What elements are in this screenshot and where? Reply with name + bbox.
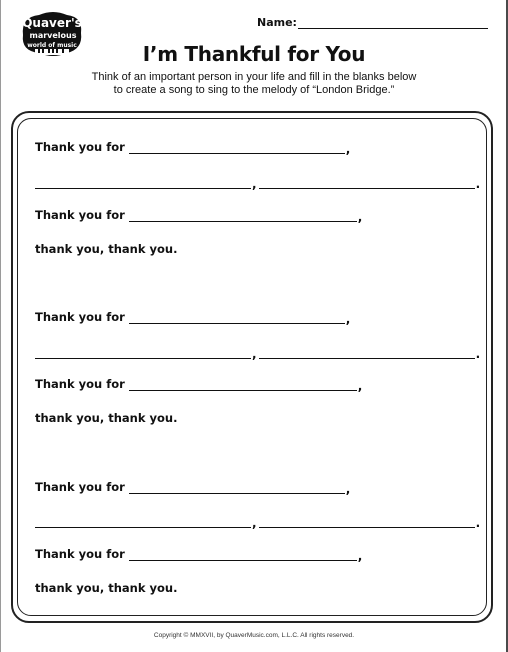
thank-you-label: Thank you for xyxy=(35,310,125,324)
name-blank[interactable] xyxy=(298,18,488,29)
page-edge-left xyxy=(0,0,1,652)
verse-1-line-4: thank you, thank you. xyxy=(35,242,178,256)
comma: , xyxy=(252,177,257,191)
verse-2-line-3 xyxy=(35,377,362,391)
copyright-notice: Copyright © MMXVII, by QuaverMusic.com, L.L.C. All rights reserved. xyxy=(153,632,355,639)
thank-you-label: Thank you for xyxy=(35,377,125,391)
thank-you-label: Thank you for xyxy=(35,547,125,561)
comma: , xyxy=(357,210,363,224)
verse-1-blank-3[interactable] xyxy=(259,177,475,189)
verse-3-blank-2[interactable] xyxy=(35,516,251,528)
name-label: Name: xyxy=(257,16,297,29)
comma: , xyxy=(357,549,363,563)
thank-you-label: Thank you for xyxy=(35,208,125,222)
logo-text-3: world of music xyxy=(27,42,77,49)
verse-2-line-2 xyxy=(35,347,480,359)
comma: , xyxy=(252,347,257,361)
verse-1-blank-2[interactable] xyxy=(35,177,251,189)
instructions xyxy=(0,71,508,97)
verse-2-blank-3[interactable] xyxy=(259,347,475,359)
verse-3-blank-4[interactable] xyxy=(129,549,357,561)
verse-3-line-4: thank you, thank you. xyxy=(35,581,178,595)
verse-1-line-1 xyxy=(35,140,350,154)
logo-text-2: marvelous xyxy=(29,31,77,40)
instructions-line-2: to create a song to sing to the melody of “London Bridge.” xyxy=(113,84,395,96)
verse-1-line-2 xyxy=(35,177,480,189)
period: . xyxy=(475,347,481,361)
page-title: I’m Thankful for You xyxy=(142,42,366,66)
verse-1-line-3 xyxy=(35,208,362,222)
verse-3-blank-1[interactable] xyxy=(129,482,345,494)
logo-text-1: Quaver's xyxy=(22,16,82,30)
comma: , xyxy=(357,379,363,393)
verse-3-line-3 xyxy=(35,547,362,561)
comma: , xyxy=(345,312,351,326)
verse-3-line-2 xyxy=(35,516,480,528)
period: . xyxy=(475,177,481,191)
verse-2-line-1 xyxy=(35,310,350,324)
verse-2-blank-4[interactable] xyxy=(129,379,357,391)
inner-frame xyxy=(17,118,487,616)
verse-1-blank-1[interactable] xyxy=(129,142,345,154)
verse-2-blank-2[interactable] xyxy=(35,347,251,359)
instructions-line-1: Think of an important person in your life and fill in the blanks below xyxy=(91,71,417,83)
verse-2-blank-1[interactable] xyxy=(129,312,345,324)
comma: , xyxy=(345,482,351,496)
thank-you-label: Thank you for xyxy=(35,480,125,494)
period: . xyxy=(475,516,481,530)
verse-2-line-4: thank you, thank you. xyxy=(35,411,178,425)
comma: , xyxy=(252,516,257,530)
verse-3-blank-3[interactable] xyxy=(259,516,475,528)
comma: , xyxy=(345,142,351,156)
verse-1-blank-4[interactable] xyxy=(129,210,357,222)
thank-you-label: Thank you for xyxy=(35,140,125,154)
verse-3-line-1 xyxy=(35,480,350,494)
name-field xyxy=(257,16,488,29)
